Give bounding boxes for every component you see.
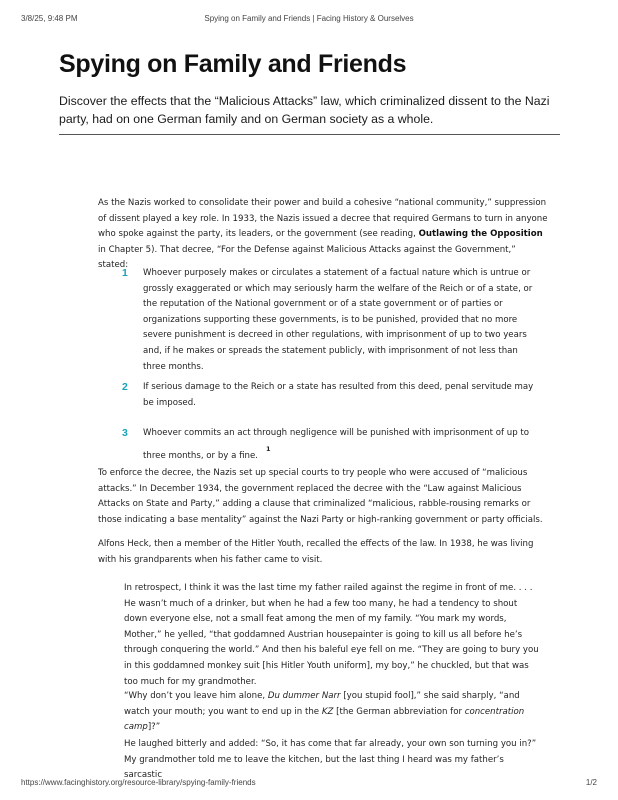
quote-text: [the German abbreviation for bbox=[333, 706, 465, 717]
decree-item-text: Whoever commits an act through negligence will be punished with imprisonment of up to three months, or by a fine. bbox=[143, 428, 530, 461]
blockquote-grandmother bbox=[124, 689, 540, 736]
decree-item bbox=[120, 266, 543, 375]
alfons-heck-paragraph: Alfons Heck, then a member of the Hitler Youth, recalled the effects of the law. In 1938, he was living with his grandparents when his father came to visit. bbox=[98, 539, 534, 565]
print-url: https://www.facinghistory.org/resource-library/spying-family-friends bbox=[21, 778, 256, 787]
decree-item-text: If serious damage to the Reich or a state has resulted from this deed, penal servitude may be imposed. bbox=[143, 382, 534, 408]
quote-text: “Why don’t you leave him alone, bbox=[124, 691, 268, 701]
article-subtitle: Discover the effects that the “Malicious Attacks” law, which criminalized dissent to the Nazi party, had on one German family and on German society as a whole. bbox=[59, 94, 550, 126]
print-header bbox=[0, 14, 618, 26]
quote-concentration-camp: concentration camp bbox=[124, 706, 525, 733]
print-footer bbox=[0, 778, 618, 790]
page-indicator: 1/2 bbox=[585, 778, 597, 787]
outlawing-opposition-link[interactable]: Outlawing the Opposition bbox=[418, 229, 543, 240]
decree-item-text: Whoever purposely makes or circulates a statement of a factual nature which is untrue or grossly exaggerated or which may seriously harm the welfare of the Reich or of a state, or the reputation of the National government or of a state government or of parties or organizations supporting these governments, is to be punished, provided that no more severe punishment is decreed in other regulations, with imprisonment of up to two years and, if he makes or spreads the statement publicly, with imprisonment of not less than three months. bbox=[143, 268, 533, 372]
decree-item-number: 1 bbox=[122, 267, 128, 279]
blockquote-laughed: He laughed bitterly and added: “So, it has come that far already, your own son turning you in?” My grandmother told me to leave the kitchen, but the last thing I heard was my father’s sarcastic bbox=[124, 739, 537, 781]
quote-text: ]?” bbox=[147, 722, 161, 733]
page-title: Spying on Family and Friends bbox=[59, 50, 407, 78]
blockquote-retrospect: In retrospect, I think it was the last time my father railed against the regime in front of me. . . . He wasn’t much of a drinker, but when he had a few too many, he had a tendency to shout down everyone else, not a small feat among the men of my family. “You mark my words, Mother,” he yelled, “that goddamned Austrian housepainter is going to kill us all before he’s through conquering the world.” And then his baleful eye fell on me. “They are going to bury you in this goddamned monkey suit [his Hitler Youth uniform], my boy,” he chuckled, but that was too much for my grandmother. bbox=[124, 583, 539, 687]
print-page-title: Spying on Family and Friends | Facing History & Ourselves bbox=[204, 14, 414, 23]
intro-text-start: As the Nazis worked to consolidate their power and build a cohesive “national community,” suppression of dissent played a key role. In 1933, the Nazis issued a decree that required Germans to turn in anyone who spoke against the party, its leaders, or the government (see reading, bbox=[98, 198, 548, 240]
decree-item bbox=[120, 426, 543, 464]
decree-item-number: 2 bbox=[122, 381, 128, 393]
intro-paragraph bbox=[98, 196, 548, 274]
intro-text-end: in Chapter 5). That decree, “For the Defense against Malicious Attacks against the Government,” stated: bbox=[98, 244, 516, 271]
print-datetime: 3/8/25, 9:48 PM bbox=[21, 14, 78, 23]
decree-item-number: 3 bbox=[122, 427, 128, 439]
quote-german-phrase: Du dummer Narr bbox=[267, 691, 341, 701]
footnote-marker[interactable]: 1 bbox=[265, 444, 271, 453]
decree-item bbox=[120, 380, 543, 411]
quote-kz-abbrev: KZ bbox=[321, 706, 334, 717]
quote-text: [you stupid fool],” she said sharply, “and watch your mouth; you want to end up in the bbox=[124, 691, 520, 717]
enforcement-paragraph: To enforce the decree, the Nazis set up special courts to try people who were accused of “malicious attacks.” In December 1934, the government replaced the decree with the “Law against Malicious Attacks on State and Party,” adding a clause that criminalized “malicious, rabble-rousing remarks or those indicating a base mentality” against the Nazi Party or high-ranking government or party officials. bbox=[98, 468, 543, 525]
header-divider bbox=[59, 134, 560, 135]
